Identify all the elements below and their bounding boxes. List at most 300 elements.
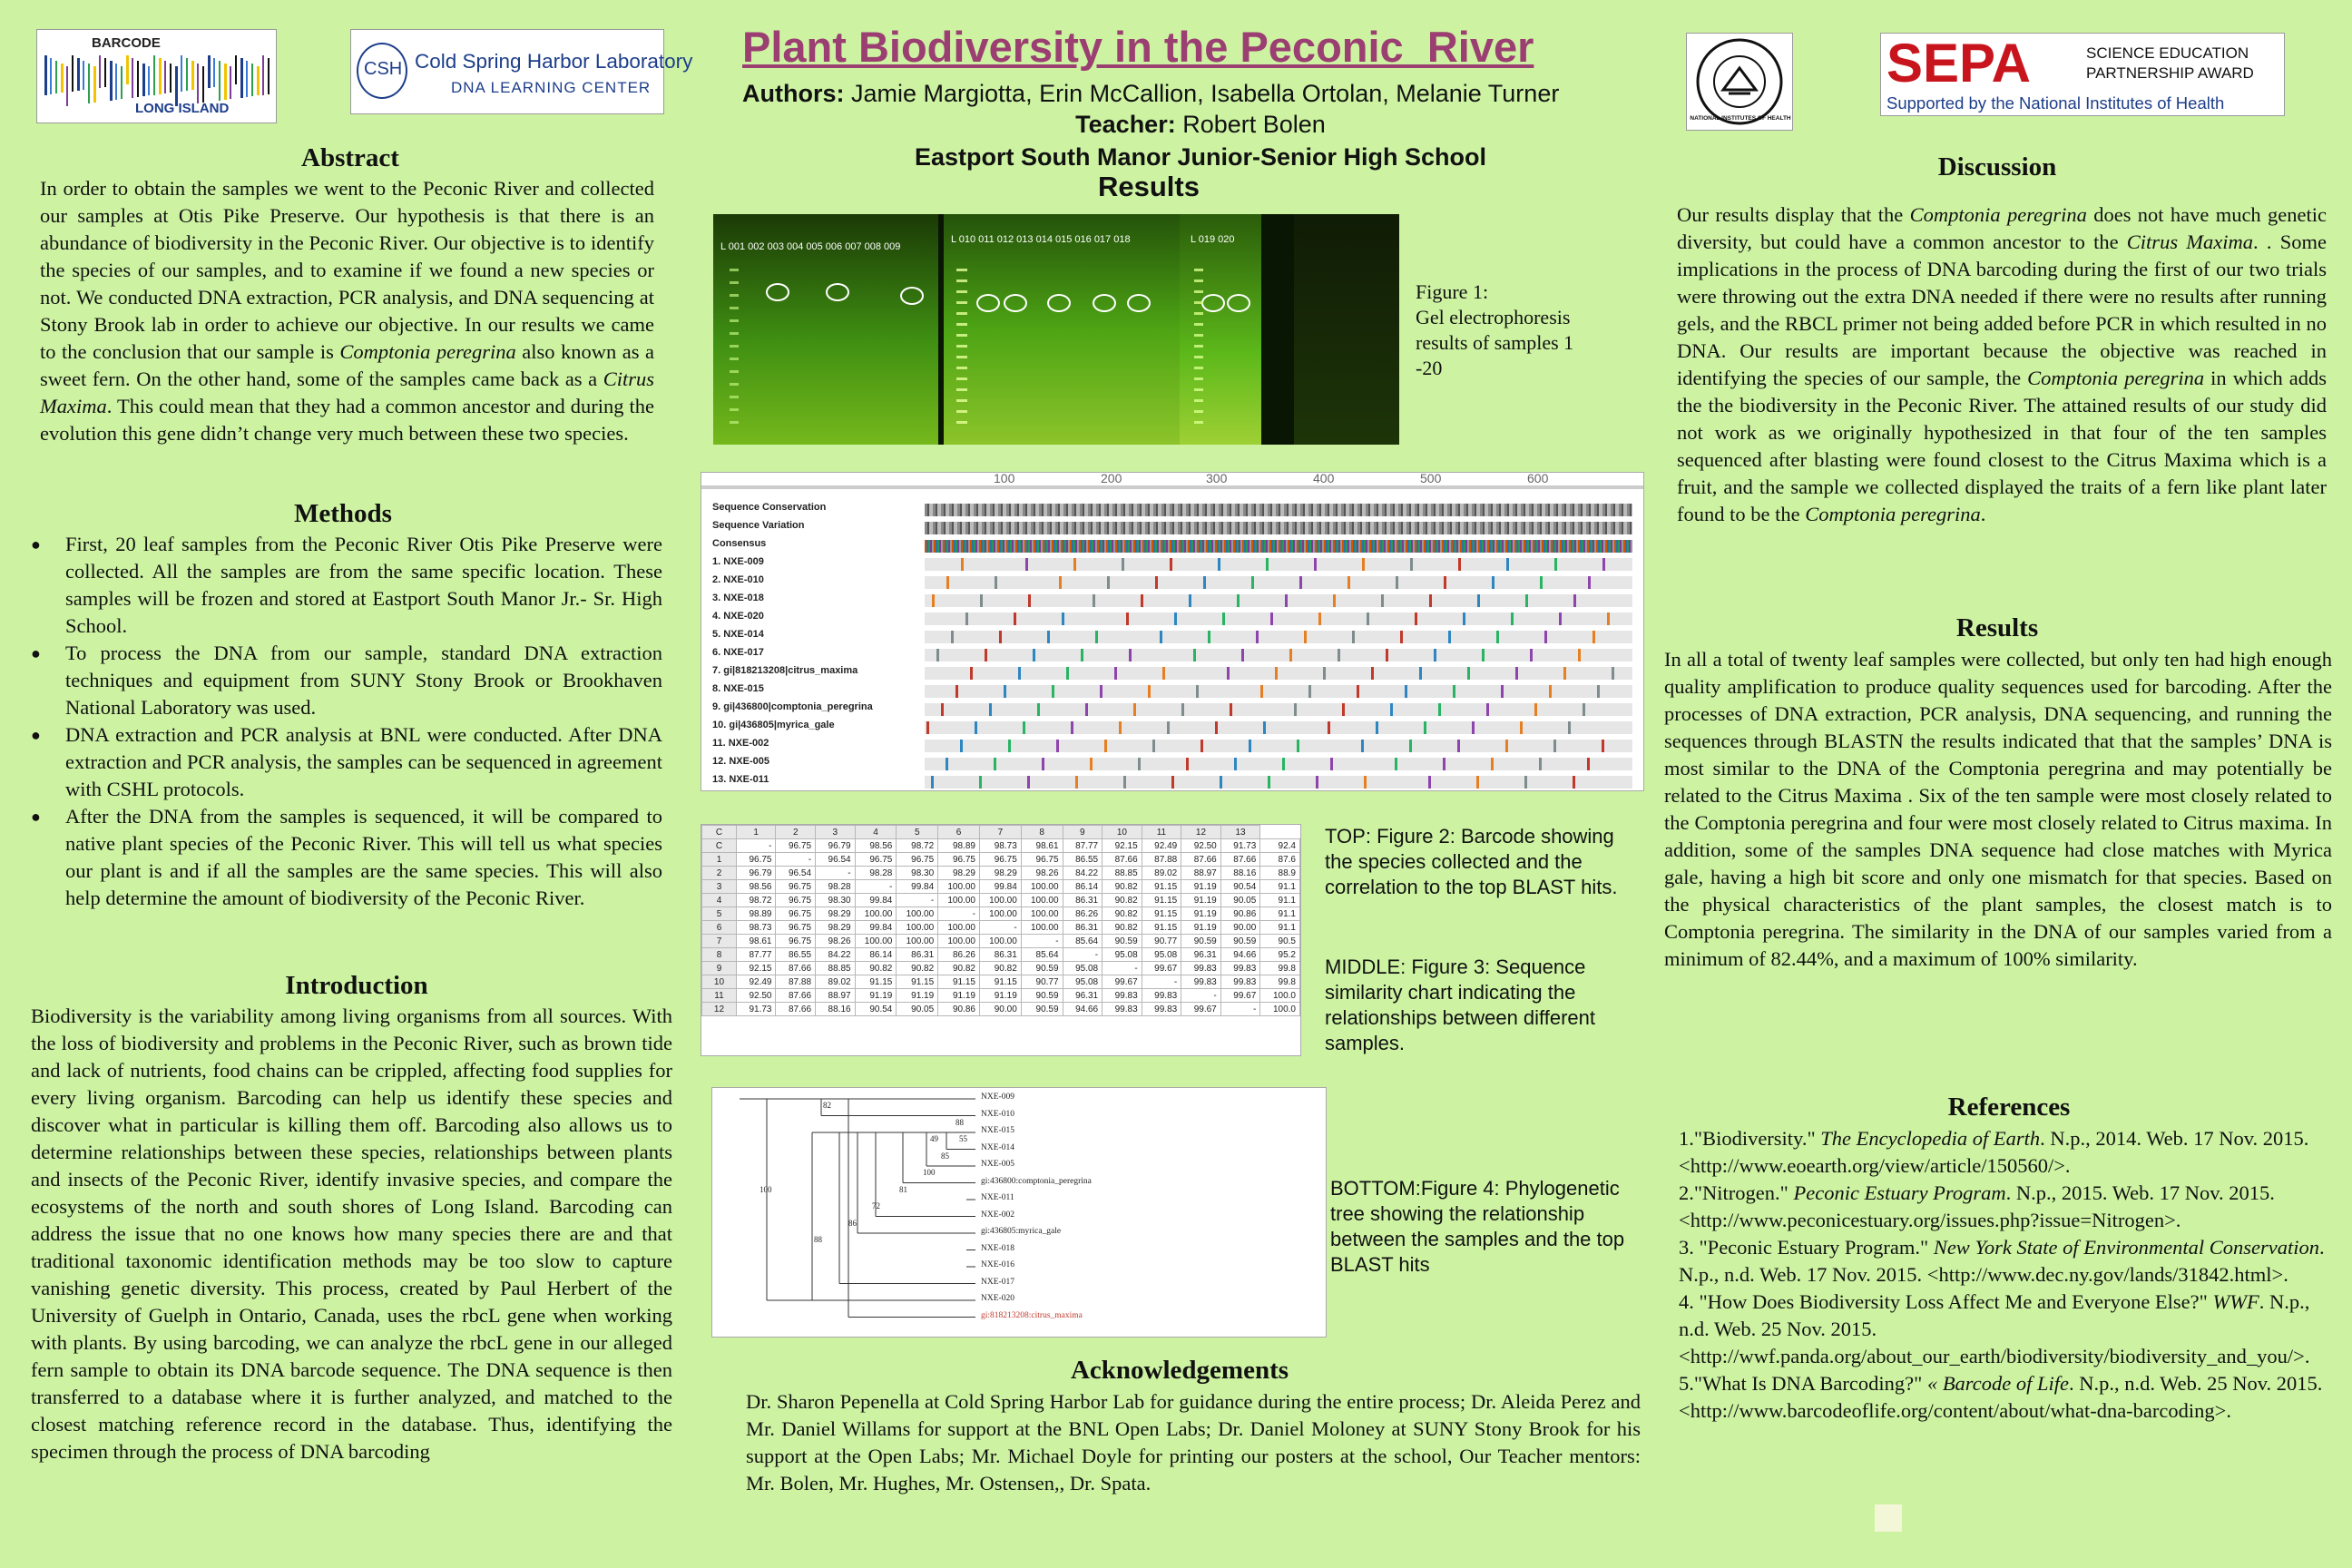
- sequence-variant-mark: [1376, 721, 1378, 734]
- similarity-table-row: [702, 826, 1300, 839]
- similarity-table-cell: 98.89: [938, 839, 980, 853]
- similarity-table-cell: 90.82: [1102, 907, 1142, 921]
- tree-leaf-label: gi:436800:comptonia_peregrina: [981, 1176, 1092, 1186]
- sequence-variant-mark: [1592, 631, 1595, 643]
- similarity-table-cell: -: [1102, 962, 1142, 975]
- similarity-table-cell: 90.59: [1021, 989, 1063, 1003]
- sequence-variant-mark: [1299, 576, 1302, 589]
- similarity-table-cell: 86.31: [1063, 921, 1102, 935]
- sequence-row-label: 4. NXE-020: [712, 611, 764, 622]
- sequence-variant-mark: [1573, 776, 1575, 789]
- barcode-stripe: [88, 64, 90, 103]
- sequence-variant-mark: [1463, 612, 1465, 625]
- gel-band-highlight: [900, 287, 924, 305]
- barcode-stripe: [132, 58, 133, 98]
- barcode-stripe: [110, 61, 113, 101]
- similarity-table-cell: -: [897, 894, 938, 907]
- sequence-variant-mark: [1323, 667, 1326, 680]
- results-center-heading: Results: [1098, 171, 1200, 202]
- sequence-variant-mark: [1530, 649, 1533, 662]
- similarity-table-cell: 100.0: [1260, 989, 1300, 1003]
- discussion-text: [1677, 201, 2327, 528]
- gel-band-highlight: [826, 283, 849, 301]
- sequence-variant-mark: [1587, 758, 1590, 770]
- similarity-table-cell: 96.79: [816, 839, 856, 853]
- similarity-table-cell: 95.08: [1102, 948, 1142, 962]
- similarity-table-cell: 87.6: [1260, 853, 1300, 867]
- similarity-table-cell: 90.82: [1102, 880, 1142, 894]
- similarity-table-cell: 96.75: [1021, 853, 1063, 867]
- similarity-table-cell: 90.82: [938, 962, 980, 975]
- similarity-table-cell: 96.75: [979, 853, 1021, 867]
- reference-source: WWF: [2212, 1290, 2259, 1313]
- reference-item: [1679, 1234, 2341, 1289]
- sequence-variant-mark: [1104, 740, 1107, 752]
- sequence-row-track: [925, 540, 1632, 553]
- sequence-row-label: 11. NXE-002: [712, 738, 769, 749]
- tree-leaf-label: gi:436805:myrica_gale: [981, 1227, 1062, 1236]
- sequence-variant-mark: [1037, 703, 1040, 716]
- similarity-table-cell: 4: [855, 826, 897, 839]
- sequence-variant-mark: [1415, 612, 1417, 625]
- similarity-table-cell: 100.00: [979, 907, 1021, 921]
- decorative-square: [1875, 1504, 1902, 1532]
- ruler-tick: 200: [1101, 472, 1122, 485]
- teacher-name: Robert Bolen: [1182, 111, 1326, 138]
- sequence-variant-mark: [1033, 649, 1035, 662]
- sequence-variant-mark: [1612, 667, 1614, 680]
- sequence-variant-mark: [1100, 685, 1102, 698]
- sequence-variant-mark: [1085, 703, 1088, 716]
- csh-logo-line2: DNA LEARNING CENTER: [451, 79, 652, 96]
- sequence-variant-mark: [1308, 685, 1311, 698]
- similarity-table-cell: 91.1: [1260, 894, 1300, 907]
- barcode-logo-bottom-text: LONG ISLAND: [135, 101, 230, 116]
- similarity-table-cell: 100.00: [938, 921, 980, 935]
- sequence-variant-mark: [1066, 667, 1069, 680]
- similarity-table-cell: 99.83: [1142, 1003, 1181, 1016]
- similarity-table-cell: 90.5: [1260, 935, 1300, 948]
- tree-leaf-label: NXE-016: [981, 1260, 1014, 1269]
- sequence-variant-mark: [1141, 594, 1143, 607]
- barcode-stripe: [83, 61, 84, 90]
- teacher-line: [742, 111, 1659, 139]
- sequence-variant-mark: [1443, 758, 1446, 770]
- similarity-table-cell: -: [816, 867, 856, 880]
- sequence-variant-mark: [1251, 576, 1254, 589]
- sequence-row-track: [925, 703, 1632, 716]
- similarity-table-cell: -: [1063, 948, 1102, 962]
- tree-leaf-label: NXE-017: [981, 1277, 1014, 1287]
- similarity-table-image: [701, 824, 1301, 1056]
- similarity-table-cell: 12: [1181, 826, 1221, 839]
- sequence-variant-mark: [1014, 612, 1016, 625]
- barcode-stripe: [181, 55, 182, 92]
- reference-item: [1679, 1125, 2341, 1180]
- sequence-variant-mark: [1075, 776, 1078, 789]
- similarity-table-cell: 96.31: [1063, 989, 1102, 1003]
- tree-leaf-label: NXE-005: [981, 1160, 1014, 1169]
- sequence-variant-mark: [1553, 740, 1556, 752]
- tree-leaf-label: NXE-010: [981, 1109, 1014, 1119]
- authors-names: Jamie Margiotta, Erin McCallion, Isabella Ortolan, Melanie Turner: [851, 80, 1560, 107]
- sequence-variant-mark: [1540, 576, 1543, 589]
- similarity-table-cell: 99.67: [1142, 962, 1181, 975]
- ruler-bar: [701, 485, 1644, 489]
- sequence-variant-mark: [956, 685, 958, 698]
- sequence-variant-mark: [1583, 703, 1585, 716]
- sequence-variant-mark: [1364, 776, 1367, 789]
- similarity-table-cell: 96.54: [776, 867, 816, 880]
- acknowledgements-heading: Acknowledgements: [1070, 1356, 1289, 1385]
- results-heading: Results: [1955, 613, 2039, 642]
- sequence-variant-mark: [1602, 740, 1604, 752]
- similarity-table-cell: 98.30: [816, 894, 856, 907]
- sequence-variant-mark: [1578, 649, 1581, 662]
- gel-c-lane-labels: L 019 020: [1191, 234, 1235, 245]
- sequence-variant-mark: [1410, 558, 1413, 571]
- abstract-part: . This could mean that they had a common ancestor and during the evolution this gene didn’t change very much between these two species.: [40, 395, 654, 445]
- sequence-variant-mark: [1027, 776, 1030, 789]
- similarity-table-cell: 98.72: [736, 894, 776, 907]
- sequence-variant-mark: [1405, 685, 1407, 698]
- sequence-variant-mark: [936, 649, 939, 662]
- similarity-table-cell: 87.66: [776, 1003, 816, 1016]
- sequence-variant-mark: [1129, 649, 1132, 662]
- sequence-variant-mark: [1467, 667, 1470, 680]
- sequence-variant-mark: [1314, 558, 1317, 571]
- sequence-variant-mark: [932, 594, 935, 607]
- similarity-table-cell: 91.19: [938, 989, 980, 1003]
- sequence-variant-mark: [1047, 631, 1050, 643]
- references-list: [1679, 1125, 2341, 1425]
- barcode-stripe: [170, 64, 172, 93]
- barcode-stripe: [251, 64, 253, 96]
- similarity-table-cell: 10: [702, 975, 737, 989]
- similarity-table-cell: 90.86: [938, 1003, 980, 1016]
- methods-list: [31, 531, 662, 912]
- sequence-variant-mark: [1559, 612, 1562, 625]
- sequence-variant-mark: [1138, 758, 1141, 770]
- barcode-stripe: [55, 61, 57, 93]
- similarity-table-cell: 99.83: [1220, 975, 1260, 989]
- similarity-table-cell: 98.29: [979, 867, 1021, 880]
- sequence-variant-mark: [1095, 631, 1098, 643]
- sequence-row-track: [925, 667, 1632, 680]
- tree-leaf-label: NXE-009: [981, 1093, 1014, 1102]
- similarity-table-cell: 86.26: [938, 948, 980, 962]
- similarity-table-cell: 100.00: [979, 894, 1021, 907]
- similarity-table-cell: 87.66: [1181, 853, 1221, 867]
- similarity-table-cell: 91.15: [938, 975, 980, 989]
- similarity-table-cell: -: [1142, 975, 1181, 989]
- gel-a-lane-labels: L 001 002 003 004 005 006 007 008 009: [720, 241, 901, 252]
- sequence-variant-mark: [1525, 594, 1528, 607]
- similarity-table-cell: 91.15: [1142, 907, 1181, 921]
- sequence-row-label: 6. NXE-017: [712, 647, 764, 658]
- figure2-caption: [1325, 824, 1633, 900]
- similarity-table-cell: -: [938, 907, 980, 921]
- sequence-variant-mark: [1263, 721, 1266, 734]
- sequence-variant-mark: [1409, 740, 1412, 752]
- sequence-variant-mark: [1505, 740, 1508, 752]
- sequence-variant-mark: [1458, 558, 1461, 571]
- sequence-variant-mark: [1428, 776, 1431, 789]
- figure1-caption: Figure 1: Gel electrophoresis results of samples 1 -20: [1416, 280, 1574, 379]
- reference-source: Peconic Estuary Program: [1793, 1181, 2006, 1204]
- similarity-table-cell: 85.64: [1063, 935, 1102, 948]
- similarity-table-cell: 88.85: [816, 962, 856, 975]
- similarity-table-cell: -: [1220, 1003, 1260, 1016]
- similarity-table-cell: -: [776, 853, 816, 867]
- similarity-table-cell: 1: [736, 826, 776, 839]
- sequence-variant-mark: [1119, 721, 1122, 734]
- similarity-table-cell: 90.82: [855, 962, 897, 975]
- sequence-variant-mark: [1352, 631, 1355, 643]
- similarity-table-cell: 99.8: [1260, 975, 1300, 989]
- reference-pre: 4. "How Does Biodiversity Loss Affect Me and Everyone Else?": [1679, 1290, 2213, 1313]
- sequence-variant-mark: [1218, 558, 1220, 571]
- sequence-variant-mark: [1294, 703, 1297, 716]
- authors-line: [742, 80, 1559, 108]
- gel-panel-c: [1180, 214, 1261, 445]
- similarity-table-cell: C: [702, 826, 737, 839]
- sequence-variant-mark: [1023, 721, 1025, 734]
- sequence-variant-mark: [1362, 558, 1365, 571]
- barcode-stripe: [137, 61, 139, 97]
- sequence-variant-mark: [1348, 576, 1350, 589]
- reference-post: . N.p., 2014. Web. 17 Nov. 2015. <http://www.eoearth.org/view/article/150560/>.: [1679, 1127, 2309, 1177]
- similarity-table-cell: 99.67: [1181, 1003, 1221, 1016]
- similarity-table-cell: 92.50: [1181, 839, 1221, 853]
- similarity-table-row: [702, 921, 1300, 935]
- barcode-stripe: [99, 55, 101, 88]
- sequence-variant-mark: [1482, 649, 1485, 662]
- ruler-tick: 100: [994, 472, 1015, 485]
- similarity-table-cell: -: [855, 880, 897, 894]
- sequence-variant-mark: [985, 649, 987, 662]
- sequence-variant-mark: [1563, 667, 1566, 680]
- references-heading: References: [1947, 1093, 2071, 1122]
- similarity-table-cell: 9: [1063, 826, 1102, 839]
- sequence-row-label: 2. NXE-010: [712, 574, 764, 585]
- sequence-variant-mark: [1093, 594, 1095, 607]
- sequence-variant-mark: [1429, 594, 1432, 607]
- sequence-variant-mark: [1602, 558, 1605, 571]
- similarity-table-row: [702, 962, 1300, 975]
- sequence-variant-mark: [1122, 558, 1124, 571]
- sequence-variant-mark: [1059, 576, 1062, 589]
- similarity-table-cell: 87.88: [1142, 853, 1181, 867]
- tree-bootstrap-value: 72: [872, 1201, 880, 1210]
- csh-mark-text: CSH: [364, 59, 403, 79]
- sequence-variant-mark: [1486, 703, 1489, 716]
- similarity-table-cell: 100.00: [979, 935, 1021, 948]
- tree-leaf-label: NXE-011: [981, 1193, 1014, 1202]
- reference-pre: 1."Biodiversity.": [1679, 1127, 1821, 1150]
- similarity-table-cell: 96.75: [897, 853, 938, 867]
- similarity-table-cell: 87.88: [776, 975, 816, 989]
- reference-item: [1679, 1289, 2341, 1370]
- similarity-table-cell: 92.50: [736, 989, 776, 1003]
- sequence-variant-mark: [951, 631, 954, 643]
- similarity-table-cell: 96.75: [776, 907, 816, 921]
- discussion-part: Our results display that the: [1677, 203, 1910, 226]
- methods-heading: Methods: [294, 499, 392, 528]
- sequence-variant-mark: [1544, 631, 1547, 643]
- similarity-table-row: [702, 894, 1300, 907]
- discussion-part: in which adds the the biodiversity in the Peconic River. The attained results of our study did not work as we originally hypothesized in that four of the ten samples sequenced after blasting were found closest to the Citrus Maxima which is a fruit, and the sample we collected displayed the traits of a fern like plant later found to be the: [1677, 367, 2327, 525]
- barcode-stripe: [208, 55, 211, 88]
- similarity-table-cell: 88.9: [1260, 867, 1300, 880]
- teacher-label: Teacher:: [1075, 111, 1176, 138]
- sequence-variant-mark: [965, 612, 968, 625]
- sequence-variant-mark: [1539, 758, 1542, 770]
- tree-bootstrap-value: 81: [899, 1184, 907, 1194]
- sequence-variant-mark: [1492, 576, 1494, 589]
- barcode-stripe: [230, 66, 231, 99]
- similarity-table-cell: 100.0: [1260, 1003, 1300, 1016]
- abstract-part: also known as a sweet fern. On the other hand, some of the samples came back as a: [40, 340, 654, 390]
- gel-band-highlight: [1004, 294, 1027, 312]
- gel-band-highlight: [1201, 294, 1225, 312]
- sequence-variant-mark: [1496, 631, 1499, 643]
- sequence-variant-mark: [1396, 576, 1398, 589]
- similarity-table-cell: 88.97: [816, 989, 856, 1003]
- figure3-caption: [1325, 955, 1633, 1056]
- sequence-variant-mark: [1597, 685, 1600, 698]
- gel-electrophoresis-image: [713, 214, 1399, 445]
- similarity-table-cell: 98.73: [979, 839, 1021, 853]
- similarity-table-cell: 100.00: [938, 935, 980, 948]
- similarity-table-cell: 98.29: [816, 907, 856, 921]
- sequence-variant-mark: [1025, 558, 1028, 571]
- sequence-variant-mark: [926, 721, 929, 734]
- similarity-table-cell: 86.31: [897, 948, 938, 962]
- methods-item: ● First, 20 leaf samples from the Peconic River Otis Pike Preserve were collected. All the samples are from the same specific location. These samples will be frozen and stored at Eastport South Manor Jr.- Sr. High School.: [31, 531, 662, 640]
- similarity-table-cell: 90.82: [1102, 921, 1142, 935]
- sequence-row-label: 7. gi|818213208|citrus_maxima: [712, 665, 858, 676]
- similarity-table-cell: 100.00: [1021, 921, 1063, 935]
- sequence-variant-mark: [1381, 594, 1384, 607]
- sequence-variant-mark: [989, 703, 992, 716]
- barcode-stripe: [197, 64, 199, 103]
- sequence-row-track: [925, 522, 1632, 534]
- similarity-table-cell: 100.00: [897, 935, 938, 948]
- similarity-table-cell: 91.19: [1181, 921, 1221, 935]
- similarity-table-cell: -: [736, 839, 776, 853]
- sequence-variant-mark: [1357, 685, 1359, 698]
- reference-source: New York State of Environmental Conservation: [1933, 1236, 2320, 1259]
- sequence-variant-mark: [1333, 594, 1336, 607]
- sepa-logo: [1880, 33, 2285, 116]
- similarity-table-cell: 99.83: [1181, 962, 1221, 975]
- similarity-table-cell: 91.19: [1181, 880, 1221, 894]
- introduction-text: Biodiversity is the variability among living organisms from all sources. With the loss of biodiversity and problems in the Peconic River, such as brown tide and lack of nutrients, food chains can be crippled, affecting food supplies for every living organism. Barcoding can help us identify these species and discover what in particular is killing them off. Barcoding also allows us to determine relationships between these species, relationships between plants and insects of the Peconic River, identify invasive species, and compare the ecosystems of the north and south shores of Long Island. Barcoding can address the issue that no one knows how many species there are and that traditional taxonomic identification methods may be too slow to capture vanishing genetic diversity. This process, created by Paul Herbert of the University of Guelph in Ontario, Canada, uses the rbcL gene when working with plants. By using barcoding, we can analyze the rbcL gene in our alleged fern sample to obtain its DNA barcode sequence. The DNA sequence is then transferred to a database where it is further analyzed, and matched to the closest matching reference record in the database. Thus, identifying the specimen through the process of DNA barcoding: [31, 1004, 672, 1463]
- sequence-variant-mark: [1285, 594, 1288, 607]
- reference-pre: 3. "Peconic Estuary Program.": [1679, 1236, 1934, 1259]
- sequence-variant-mark: [1434, 649, 1436, 662]
- sequence-variant-mark: [1367, 612, 1369, 625]
- sequence-variant-mark: [1448, 631, 1451, 643]
- similarity-table-cell: 8: [702, 948, 737, 962]
- sequence-row-track: [925, 685, 1632, 698]
- abstract-species-italic: Citrus Maxima: [40, 368, 654, 417]
- sequence-variant-mark: [1148, 685, 1151, 698]
- similarity-table-cell: 90.59: [1102, 935, 1142, 948]
- similarity-table-cell: 9: [702, 962, 737, 975]
- similarity-table-cell: 1: [702, 853, 737, 867]
- barcode-stripe: [186, 58, 188, 91]
- sequence-variant-mark: [1042, 758, 1044, 770]
- gel-panel-d: [1294, 214, 1399, 445]
- sequence-variant-mark: [1338, 649, 1340, 662]
- barcode-stripe: [240, 58, 243, 98]
- similarity-table-cell: 87.77: [1063, 839, 1102, 853]
- sequence-variant-mark: [980, 594, 983, 607]
- sequence-variant-mark: [1304, 631, 1307, 643]
- similarity-table-cell: 91.15: [979, 975, 1021, 989]
- similarity-table-cell: 98.26: [1021, 867, 1063, 880]
- sequence-variant-mark: [1123, 776, 1126, 789]
- ruler-tick: 500: [1420, 472, 1442, 485]
- sequence-variant-mark: [999, 631, 1002, 643]
- similarity-table-cell: 95.08: [1063, 975, 1102, 989]
- reference-source: The Encyclopedia of Earth: [1820, 1127, 2041, 1150]
- gel-ladder: [730, 269, 739, 432]
- sequence-variant-mark: [1568, 721, 1571, 734]
- barcode-stripe: [262, 55, 264, 95]
- reference-source: « Barcode of Life: [1926, 1372, 2069, 1395]
- sequence-variant-mark: [1491, 758, 1494, 770]
- abstract-part: In order to obtain the samples we went to the Peconic River and collected our samples at Otis Pike Preserve. Our hypothesis is that there is an abundance of biodiversity in the Peconic River. Our objective is to identify the species of our samples, and to examine if we found a new species or not. We conducted DNA extraction, PCR analysis, and DNA sequencing at Stony Brook lab in order to achieve our objective. In our results we came to the conclusion that our sample is: [40, 177, 654, 363]
- nih-logo-text: NATIONAL INSTITUTES OF HEALTH: [1690, 115, 1791, 122]
- barcode-stripe: [115, 64, 117, 100]
- sequence-variant-mark: [1266, 558, 1269, 571]
- reference-item: [1679, 1180, 2341, 1234]
- sequence-variant-mark: [1511, 612, 1514, 625]
- sequence-variant-mark: [1220, 776, 1222, 789]
- tree-bootstrap-value: 49: [930, 1134, 938, 1143]
- similarity-table-cell: 90.00: [979, 1003, 1021, 1016]
- similarity-table-cell: 99.84: [855, 894, 897, 907]
- figure3-caption-text: Figure 3: Sequence similarity chart indicating the relationships between different samples.: [1325, 956, 1596, 1054]
- reference-post: . N.p., 2015. Web. 17 Nov. 2015. <http://www.peconicestuary.org/issues.php?issue=Nitrogen>.: [1679, 1181, 2275, 1231]
- gel-ladder: [1194, 269, 1203, 432]
- similarity-table-cell: 92.15: [1102, 839, 1142, 853]
- sequence-variant-mark: [1028, 594, 1031, 607]
- similarity-table-cell: 96.75: [736, 853, 776, 867]
- sequence-variant-mark: [1215, 721, 1218, 734]
- similarity-table-cell: 91.15: [1142, 880, 1181, 894]
- similarity-table-cell: 99.8: [1260, 962, 1300, 975]
- similarity-table-cell: C: [702, 839, 737, 853]
- similarity-table-cell: 90.05: [1220, 894, 1260, 907]
- phylogenetic-tree-image: [711, 1087, 1327, 1338]
- tree-bootstrap-value: 55: [959, 1134, 967, 1143]
- similarity-table-cell: 88.16: [1220, 867, 1260, 880]
- similarity-table-row: [702, 935, 1300, 948]
- similarity-table-cell: 98.28: [855, 867, 897, 880]
- similarity-table-cell: 90.82: [897, 962, 938, 975]
- barcode-stripe: [44, 55, 47, 95]
- sequence-variant-mark: [1186, 758, 1189, 770]
- sequence-variant-mark: [1170, 558, 1172, 571]
- tree-bootstrap-value: 88: [814, 1235, 822, 1244]
- similarity-table-cell: 90.86: [1220, 907, 1260, 921]
- barcode-stripe: [164, 61, 166, 93]
- csh-dna-learning-center-logo: [350, 29, 693, 114]
